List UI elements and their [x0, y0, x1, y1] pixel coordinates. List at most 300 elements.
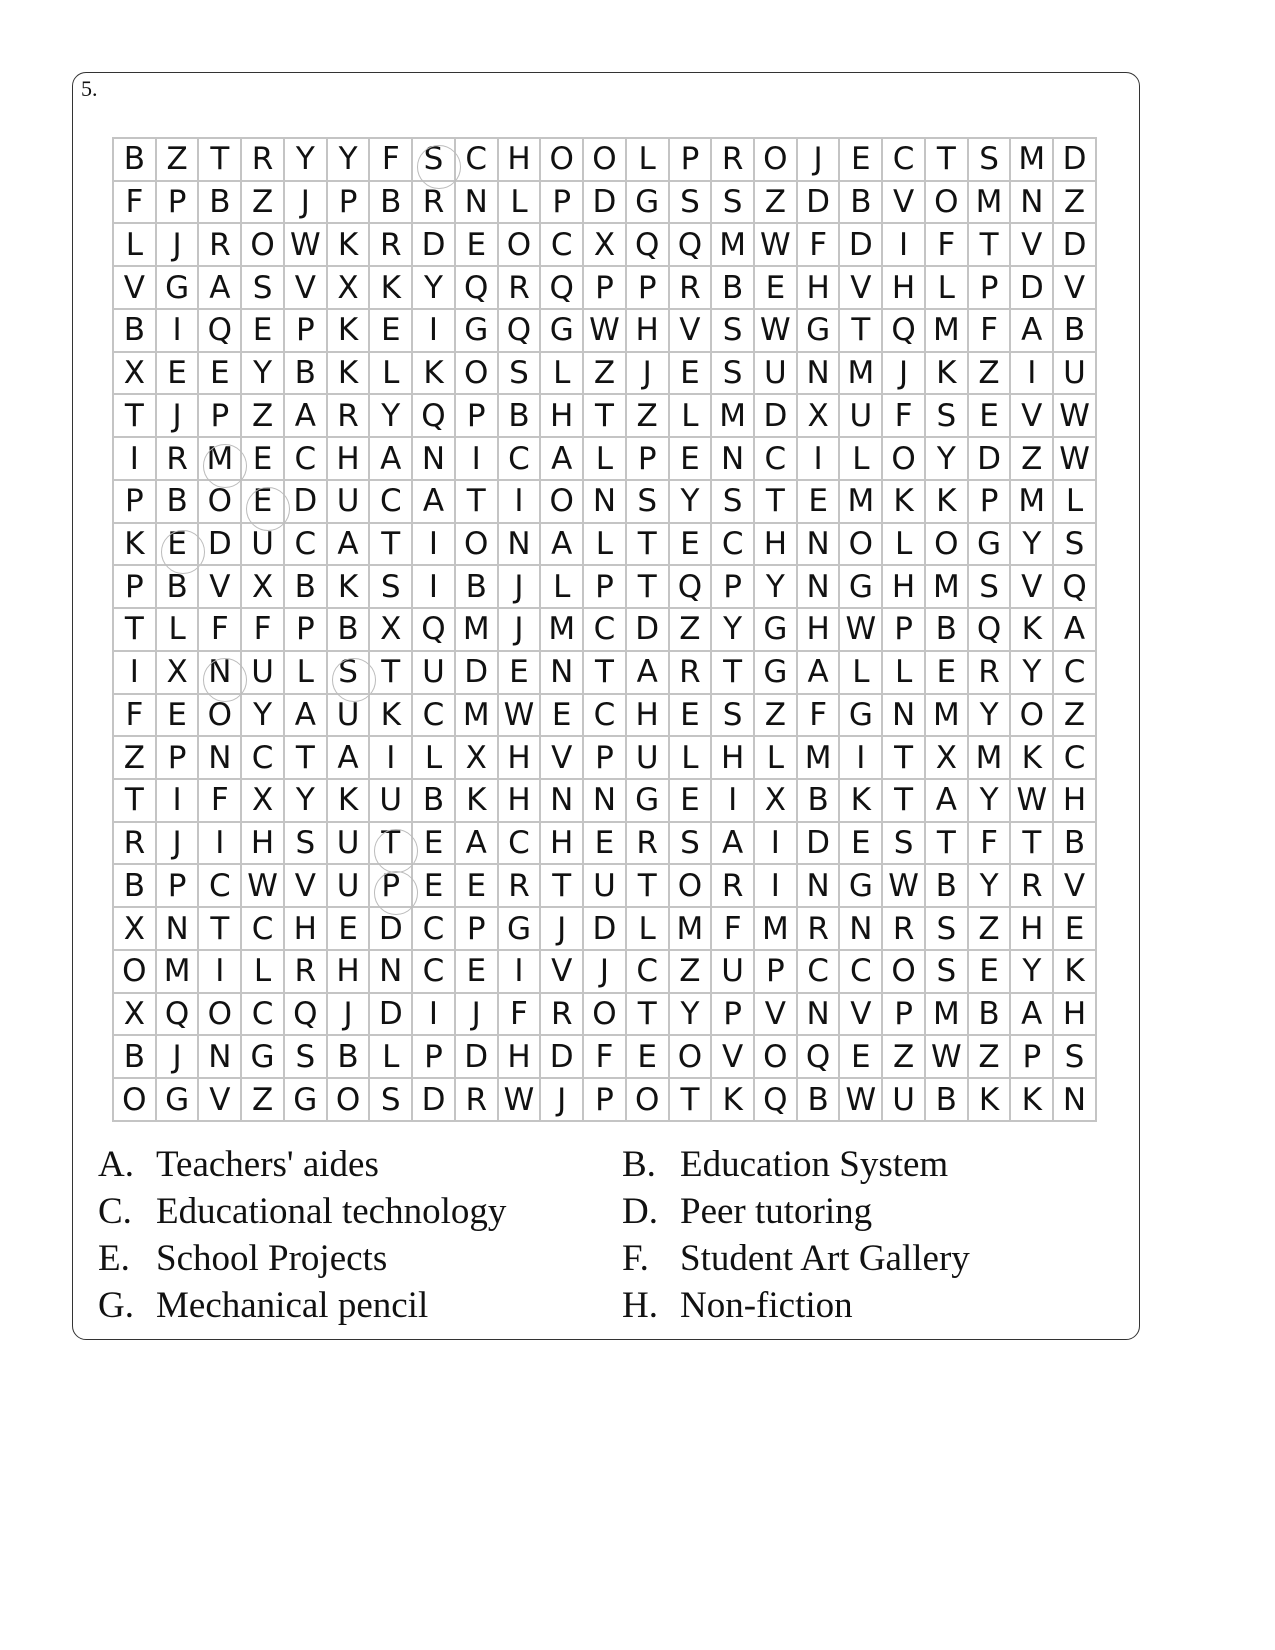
grid-cell[interactable]: N [712, 438, 755, 481]
grid-cell[interactable]: V [1011, 395, 1054, 438]
grid-cell[interactable]: W [584, 310, 627, 353]
grid-cell[interactable]: R [670, 652, 713, 695]
grid-cell[interactable]: E [157, 353, 200, 396]
grid-cell[interactable]: R [499, 865, 542, 908]
grid-cell[interactable]: Q [157, 994, 200, 1037]
grid-cell[interactable]: L [285, 652, 328, 695]
grid-cell[interactable]: K [712, 1079, 755, 1122]
grid-cell[interactable]: P [157, 737, 200, 780]
grid-cell[interactable]: G [755, 609, 798, 652]
grid-cell[interactable]: W [1011, 780, 1054, 823]
grid-cell-circled[interactable]: S [328, 652, 371, 695]
grid-cell[interactable]: T [370, 524, 413, 567]
grid-cell[interactable]: S [285, 1036, 328, 1079]
grid-cell[interactable]: E [370, 310, 413, 353]
grid-cell[interactable]: U [1054, 353, 1097, 396]
grid-cell[interactable]: W [840, 1079, 883, 1122]
grid-cell[interactable]: T [285, 737, 328, 780]
grid-cell[interactable]: P [199, 395, 242, 438]
grid-cell[interactable]: A [199, 267, 242, 310]
grid-cell[interactable]: U [242, 524, 285, 567]
grid-cell[interactable]: B [798, 780, 841, 823]
grid-cell[interactable]: H [755, 524, 798, 567]
grid-cell[interactable]: L [627, 908, 670, 951]
grid-cell[interactable]: N [456, 182, 499, 225]
grid-cell[interactable]: M [541, 609, 584, 652]
grid-cell[interactable]: W [499, 1079, 542, 1122]
grid-cell[interactable]: M [456, 695, 499, 738]
grid-cell[interactable]: I [840, 737, 883, 780]
grid-cell[interactable]: M [926, 310, 969, 353]
grid-cell[interactable]: D [456, 652, 499, 695]
grid-cell[interactable]: K [328, 780, 371, 823]
grid-cell[interactable]: Z [114, 737, 157, 780]
grid-cell[interactable]: U [328, 481, 371, 524]
grid-cell[interactable]: P [456, 908, 499, 951]
grid-cell[interactable]: H [328, 951, 371, 994]
grid-cell[interactable]: V [199, 566, 242, 609]
grid-cell[interactable]: T [456, 481, 499, 524]
grid-cell[interactable]: D [584, 182, 627, 225]
grid-cell[interactable]: I [456, 438, 499, 481]
grid-cell[interactable]: M [456, 609, 499, 652]
grid-cell[interactable]: L [157, 609, 200, 652]
grid-cell[interactable]: X [926, 737, 969, 780]
grid-cell[interactable]: R [413, 182, 456, 225]
grid-cell[interactable]: I [798, 438, 841, 481]
grid-cell[interactable]: T [370, 652, 413, 695]
grid-cell[interactable]: J [328, 994, 371, 1037]
grid-cell[interactable]: U [627, 737, 670, 780]
grid-cell[interactable]: O [670, 865, 713, 908]
grid-cell[interactable]: K [1011, 609, 1054, 652]
grid-cell[interactable]: L [370, 1036, 413, 1079]
grid-cell[interactable]: G [541, 310, 584, 353]
grid-cell[interactable]: S [969, 139, 1012, 182]
grid-cell[interactable]: V [114, 267, 157, 310]
grid-cell[interactable]: A [413, 481, 456, 524]
grid-cell[interactable]: E [456, 865, 499, 908]
grid-cell[interactable]: A [285, 395, 328, 438]
grid-cell[interactable]: R [798, 908, 841, 951]
grid-cell[interactable]: K [114, 524, 157, 567]
grid-cell[interactable]: P [584, 737, 627, 780]
grid-cell[interactable]: X [584, 224, 627, 267]
grid-cell[interactable]: X [114, 908, 157, 951]
grid-cell[interactable]: U [712, 951, 755, 994]
grid-cell-circled[interactable]: P [370, 865, 413, 908]
grid-cell[interactable]: X [798, 395, 841, 438]
grid-cell[interactable]: D [413, 1079, 456, 1122]
grid-cell[interactable]: D [370, 908, 413, 951]
grid-cell[interactable]: W [840, 609, 883, 652]
grid-cell[interactable]: B [114, 1036, 157, 1079]
grid-cell[interactable]: R [541, 994, 584, 1037]
grid-cell[interactable]: B [499, 395, 542, 438]
grid-cell[interactable]: I [1011, 353, 1054, 396]
grid-cell[interactable]: E [926, 652, 969, 695]
grid-cell[interactable]: T [627, 566, 670, 609]
grid-cell[interactable]: P [541, 182, 584, 225]
grid-cell[interactable]: F [199, 780, 242, 823]
grid-cell[interactable]: L [584, 524, 627, 567]
grid-cell[interactable]: C [798, 951, 841, 994]
grid-cell[interactable]: T [627, 524, 670, 567]
grid-cell[interactable]: A [456, 823, 499, 866]
grid-cell[interactable]: N [798, 524, 841, 567]
grid-cell[interactable]: O [584, 139, 627, 182]
grid-cell[interactable]: U [883, 1079, 926, 1122]
grid-cell[interactable]: X [242, 566, 285, 609]
grid-cell[interactable]: L [541, 353, 584, 396]
grid-cell[interactable]: V [840, 994, 883, 1037]
grid-cell[interactable]: V [840, 267, 883, 310]
grid-cell[interactable]: V [1054, 267, 1097, 310]
grid-cell-circled[interactable]: N [199, 652, 242, 695]
grid-cell[interactable]: D [798, 823, 841, 866]
grid-cell[interactable]: V [712, 1036, 755, 1079]
grid-cell[interactable]: J [157, 1036, 200, 1079]
grid-cell[interactable]: F [712, 908, 755, 951]
grid-cell[interactable]: O [499, 224, 542, 267]
grid-cell[interactable]: J [456, 994, 499, 1037]
grid-cell[interactable]: C [755, 438, 798, 481]
grid-cell[interactable]: O [242, 224, 285, 267]
grid-cell[interactable]: U [840, 395, 883, 438]
grid-cell[interactable]: D [199, 524, 242, 567]
grid-cell[interactable]: O [1011, 695, 1054, 738]
grid-cell[interactable]: P [883, 994, 926, 1037]
grid-cell[interactable]: C [285, 524, 328, 567]
grid-cell[interactable]: I [712, 780, 755, 823]
grid-cell[interactable]: F [926, 224, 969, 267]
grid-cell[interactable]: I [199, 823, 242, 866]
grid-cell[interactable]: P [114, 481, 157, 524]
grid-cell[interactable]: M [670, 908, 713, 951]
grid-cell[interactable]: P [584, 566, 627, 609]
grid-cell[interactable]: G [755, 652, 798, 695]
grid-cell[interactable]: Y [242, 695, 285, 738]
grid-cell[interactable]: T [712, 652, 755, 695]
grid-cell[interactable]: G [157, 1079, 200, 1122]
grid-cell-circled[interactable]: E [242, 481, 285, 524]
grid-cell[interactable]: E [499, 652, 542, 695]
grid-cell[interactable]: E [157, 695, 200, 738]
grid-cell[interactable]: S [926, 395, 969, 438]
grid-cell[interactable]: E [670, 524, 713, 567]
grid-cell[interactable]: N [584, 780, 627, 823]
grid-cell[interactable]: N [370, 951, 413, 994]
grid-cell[interactable]: C [883, 139, 926, 182]
grid-cell[interactable]: I [114, 652, 157, 695]
grid-cell[interactable]: X [456, 737, 499, 780]
grid-cell[interactable]: P [285, 609, 328, 652]
grid-cell[interactable]: L [242, 951, 285, 994]
grid-cell[interactable]: G [456, 310, 499, 353]
grid-cell[interactable]: G [969, 524, 1012, 567]
grid-cell[interactable]: P [114, 566, 157, 609]
grid-cell[interactable]: Q [755, 1079, 798, 1122]
grid-cell[interactable]: O [627, 1079, 670, 1122]
grid-cell[interactable]: E [199, 353, 242, 396]
grid-cell[interactable]: F [969, 823, 1012, 866]
grid-cell[interactable]: R [242, 139, 285, 182]
grid-cell[interactable]: J [157, 823, 200, 866]
grid-cell[interactable]: K [1011, 1079, 1054, 1122]
grid-cell[interactable]: U [413, 652, 456, 695]
grid-cell[interactable]: I [413, 524, 456, 567]
grid-cell[interactable]: R [114, 823, 157, 866]
grid-cell[interactable]: T [1011, 823, 1054, 866]
grid-cell[interactable]: A [1054, 609, 1097, 652]
grid-cell[interactable]: M [840, 353, 883, 396]
grid-cell[interactable]: Q [456, 267, 499, 310]
grid-cell[interactable]: P [670, 139, 713, 182]
grid-cell[interactable]: D [456, 1036, 499, 1079]
grid-cell[interactable]: D [413, 224, 456, 267]
grid-cell[interactable]: W [1054, 438, 1097, 481]
grid-cell[interactable]: O [199, 695, 242, 738]
grid-cell[interactable]: S [370, 1079, 413, 1122]
grid-cell[interactable]: I [755, 865, 798, 908]
grid-cell[interactable]: B [926, 865, 969, 908]
grid-cell[interactable]: K [413, 353, 456, 396]
grid-cell[interactable]: X [157, 652, 200, 695]
grid-cell[interactable]: E [328, 908, 371, 951]
grid-cell[interactable]: F [798, 224, 841, 267]
grid-cell[interactable]: O [670, 1036, 713, 1079]
grid-cell[interactable]: I [199, 951, 242, 994]
grid-cell[interactable]: D [798, 182, 841, 225]
grid-cell[interactable]: T [670, 1079, 713, 1122]
grid-cell[interactable]: C [413, 695, 456, 738]
grid-cell[interactable]: H [1054, 780, 1097, 823]
grid-cell[interactable]: T [926, 823, 969, 866]
grid-cell[interactable]: J [584, 951, 627, 994]
grid-cell[interactable]: P [969, 481, 1012, 524]
grid-cell[interactable]: V [670, 310, 713, 353]
grid-cell[interactable]: C [413, 951, 456, 994]
grid-cell[interactable]: L [1054, 481, 1097, 524]
grid-cell[interactable]: A [541, 438, 584, 481]
grid-cell[interactable]: S [712, 310, 755, 353]
grid-cell[interactable]: V [1054, 865, 1097, 908]
grid-cell[interactable]: T [199, 139, 242, 182]
grid-cell[interactable]: K [1054, 951, 1097, 994]
grid-cell[interactable]: D [1054, 139, 1097, 182]
grid-cell[interactable]: Z [755, 695, 798, 738]
grid-cell[interactable]: V [1011, 566, 1054, 609]
grid-cell[interactable]: A [712, 823, 755, 866]
grid-cell[interactable]: B [840, 182, 883, 225]
grid-cell[interactable]: O [584, 994, 627, 1037]
grid-cell[interactable]: R [712, 139, 755, 182]
grid-cell[interactable]: A [285, 695, 328, 738]
grid-cell[interactable]: P [712, 994, 755, 1037]
grid-cell[interactable]: L [840, 438, 883, 481]
grid-cell[interactable]: D [541, 1036, 584, 1079]
grid-cell[interactable]: N [584, 481, 627, 524]
grid-cell[interactable]: X [370, 609, 413, 652]
grid-cell[interactable]: V [285, 865, 328, 908]
grid-cell[interactable]: Q [499, 310, 542, 353]
grid-cell[interactable]: T [883, 780, 926, 823]
grid-cell[interactable]: U [328, 695, 371, 738]
grid-cell[interactable]: P [413, 1036, 456, 1079]
grid-cell[interactable]: S [285, 823, 328, 866]
grid-cell[interactable]: U [242, 652, 285, 695]
grid-cell[interactable]: Z [1011, 438, 1054, 481]
grid-cell[interactable]: R [157, 438, 200, 481]
grid-cell[interactable]: S [1054, 524, 1097, 567]
grid-cell[interactable]: Q [627, 224, 670, 267]
grid-cell[interactable]: K [840, 780, 883, 823]
grid-cell[interactable]: B [798, 1079, 841, 1122]
grid-cell[interactable]: Z [242, 182, 285, 225]
grid-cell[interactable]: M [969, 737, 1012, 780]
grid-cell[interactable]: L [584, 438, 627, 481]
grid-cell[interactable]: O [926, 182, 969, 225]
grid-cell[interactable]: B [199, 182, 242, 225]
grid-cell[interactable]: N [199, 1036, 242, 1079]
grid-cell[interactable]: O [456, 353, 499, 396]
grid-cell[interactable]: D [969, 438, 1012, 481]
grid-cell[interactable]: Z [670, 951, 713, 994]
grid-cell[interactable]: R [199, 224, 242, 267]
grid-cell[interactable]: O [883, 438, 926, 481]
grid-cell[interactable]: Z [1054, 695, 1097, 738]
grid-cell[interactable]: U [584, 865, 627, 908]
grid-cell-circled[interactable]: S [413, 139, 456, 182]
grid-cell[interactable]: O [755, 139, 798, 182]
grid-cell[interactable]: R [285, 951, 328, 994]
grid-cell[interactable]: D [1011, 267, 1054, 310]
grid-cell[interactable]: V [755, 994, 798, 1037]
grid-cell[interactable]: G [285, 1079, 328, 1122]
grid-cell[interactable]: O [199, 481, 242, 524]
grid-cell[interactable]: B [157, 481, 200, 524]
grid-cell[interactable]: M [969, 182, 1012, 225]
grid-cell[interactable]: K [1011, 737, 1054, 780]
grid-cell[interactable]: G [840, 566, 883, 609]
grid-cell[interactable]: O [883, 951, 926, 994]
grid-cell[interactable]: B [114, 865, 157, 908]
grid-cell[interactable]: N [413, 438, 456, 481]
grid-cell[interactable]: O [114, 951, 157, 994]
grid-cell[interactable]: C [499, 438, 542, 481]
grid-cell[interactable]: B [712, 267, 755, 310]
grid-cell-circled[interactable]: M [199, 438, 242, 481]
grid-cell[interactable]: E [413, 823, 456, 866]
grid-cell[interactable]: O [199, 994, 242, 1037]
grid-cell[interactable]: Y [1011, 524, 1054, 567]
grid-cell[interactable]: Y [712, 609, 755, 652]
grid-cell[interactable]: L [627, 139, 670, 182]
grid-cell[interactable]: Y [969, 865, 1012, 908]
grid-cell[interactable]: S [499, 353, 542, 396]
grid-cell[interactable]: V [1011, 224, 1054, 267]
grid-cell[interactable]: W [242, 865, 285, 908]
grid-cell[interactable]: P [456, 395, 499, 438]
grid-cell[interactable]: E [541, 695, 584, 738]
grid-cell[interactable]: H [712, 737, 755, 780]
grid-cell[interactable]: L [370, 353, 413, 396]
grid-cell[interactable]: U [755, 353, 798, 396]
grid-cell[interactable]: C [627, 951, 670, 994]
grid-cell[interactable]: F [969, 310, 1012, 353]
grid-cell[interactable]: K [328, 353, 371, 396]
grid-cell[interactable]: I [883, 224, 926, 267]
grid-cell[interactable]: T [627, 865, 670, 908]
grid-cell[interactable]: B [370, 182, 413, 225]
grid-cell[interactable]: Y [285, 139, 328, 182]
grid-cell[interactable]: O [456, 524, 499, 567]
grid-cell[interactable]: I [499, 951, 542, 994]
grid-cell[interactable]: Q [1054, 566, 1097, 609]
grid-cell[interactable]: U [370, 780, 413, 823]
grid-cell[interactable]: G [499, 908, 542, 951]
grid-cell[interactable]: L [840, 652, 883, 695]
grid-cell[interactable]: W [1054, 395, 1097, 438]
grid-cell[interactable]: S [627, 481, 670, 524]
grid-cell[interactable]: D [370, 994, 413, 1037]
grid-cell[interactable]: X [114, 353, 157, 396]
grid-cell[interactable]: W [285, 224, 328, 267]
grid-cell[interactable]: U [328, 823, 371, 866]
grid-cell[interactable]: N [798, 994, 841, 1037]
grid-cell[interactable]: E [670, 695, 713, 738]
grid-cell[interactable]: A [541, 524, 584, 567]
grid-cell[interactable]: J [499, 609, 542, 652]
grid-cell[interactable]: X [114, 994, 157, 1037]
grid-cell[interactable]: D [584, 908, 627, 951]
grid-cell[interactable]: I [157, 780, 200, 823]
grid-cell[interactable]: S [712, 182, 755, 225]
grid-cell[interactable]: L [926, 267, 969, 310]
grid-cell[interactable]: H [883, 267, 926, 310]
grid-cell[interactable]: R [969, 652, 1012, 695]
grid-cell[interactable]: U [328, 865, 371, 908]
grid-cell[interactable]: T [883, 737, 926, 780]
grid-cell[interactable]: K [883, 481, 926, 524]
grid-cell[interactable]: G [627, 182, 670, 225]
grid-cell[interactable]: Y [328, 139, 371, 182]
grid-cell[interactable]: A [1011, 310, 1054, 353]
grid-cell[interactable]: R [627, 823, 670, 866]
grid-cell[interactable]: M [840, 481, 883, 524]
grid-cell[interactable]: R [670, 267, 713, 310]
grid-cell[interactable]: J [157, 395, 200, 438]
grid-cell[interactable]: W [755, 224, 798, 267]
grid-cell[interactable]: O [926, 524, 969, 567]
grid-cell[interactable]: V [883, 182, 926, 225]
grid-cell[interactable]: N [199, 737, 242, 780]
grid-cell[interactable]: S [712, 353, 755, 396]
grid-cell[interactable]: V [285, 267, 328, 310]
grid-cell[interactable]: N [499, 524, 542, 567]
grid-cell[interactable]: T [584, 652, 627, 695]
grid-cell[interactable]: L [499, 182, 542, 225]
grid-cell[interactable]: G [627, 780, 670, 823]
grid-cell[interactable]: C [499, 823, 542, 866]
grid-cell[interactable]: Y [1011, 951, 1054, 994]
grid-cell[interactable]: Q [413, 395, 456, 438]
grid-cell[interactable]: F [584, 1036, 627, 1079]
grid-cell[interactable]: N [798, 353, 841, 396]
grid-cell[interactable]: P [328, 182, 371, 225]
grid-cell[interactable]: L [541, 566, 584, 609]
grid-cell[interactable]: T [114, 609, 157, 652]
